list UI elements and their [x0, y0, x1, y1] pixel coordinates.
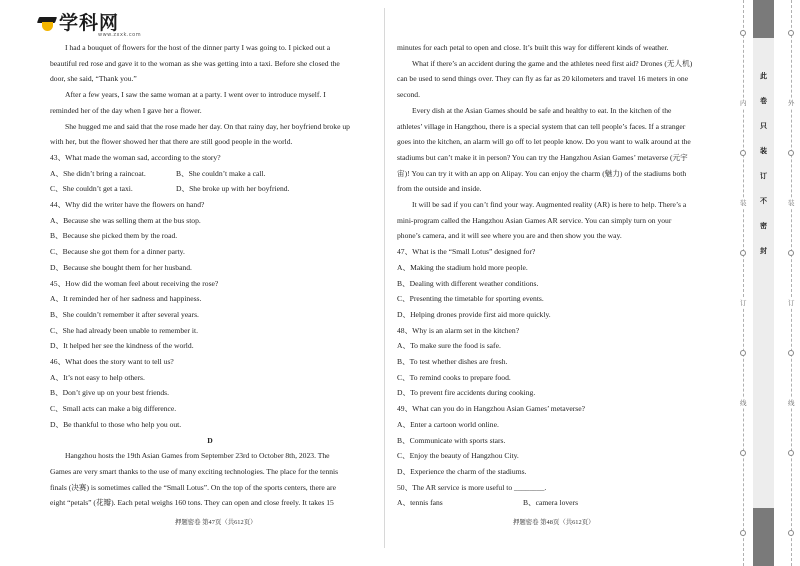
- binding-line-char-1: 装: [740, 199, 747, 207]
- text-line: second.: [397, 90, 420, 100]
- text-line: beautiful red rose and gave it to the woman as she was getting into a taxi. Before she closed the: [50, 58, 340, 68]
- binding-hole-icon: [788, 30, 794, 36]
- option-text: B、She couldn’t make a call.: [176, 168, 266, 178]
- binding-outer-label: 外: [788, 99, 795, 107]
- binding-dashed-line-inner: [743, 0, 744, 566]
- text-line: from the outside and inside.: [397, 184, 482, 194]
- option-text: A、tennis fans: [397, 498, 443, 508]
- text-line: D、Because she bought them for her husband.: [50, 262, 192, 272]
- text-line: B、Dealing with different weather conditions.: [397, 278, 539, 288]
- binding-line-char-right-2: 订: [788, 299, 795, 307]
- binding-band-char: 卷: [760, 97, 767, 105]
- text-line: A、It’s not easy to help others.: [50, 372, 145, 382]
- logo-name: 学科网: [59, 12, 120, 34]
- binding-hole-icon: [788, 450, 794, 456]
- binding-band-char: 不: [760, 197, 767, 205]
- logo: [38, 10, 142, 38]
- option-row: [50, 181, 370, 197]
- text-line: 48、Why is an alarm set in the kitchen?: [397, 325, 520, 335]
- option-row: [397, 495, 718, 511]
- binding-hole-icon: [788, 250, 794, 256]
- text-line: C、Because she got them for a dinner party.: [50, 247, 185, 257]
- text-line: can be used to send things over. They can fly as far as 20 kilometers and travel 16 meters in one: [397, 74, 689, 84]
- binding-line-char-3: 线: [740, 399, 747, 407]
- text-line: minutes for each petal to open and close. It’s built this way for different kinds of weather.: [397, 43, 669, 52]
- text-line: C、She had already been unable to remember it.: [50, 325, 199, 335]
- left-column: [50, 40, 370, 511]
- right-column: [397, 40, 718, 511]
- text-line: D、Helping drones provide first aid more quickly.: [397, 309, 551, 319]
- binding-hole-icon: [740, 530, 746, 536]
- text-line: 44、Why did the writer have the flowers on hand?: [50, 200, 205, 210]
- text-line: She hugged me and said that the rose made her day. On that rainy day, her boyfriend broke up: [65, 121, 350, 131]
- text-line: 43、What made the woman sad, according to the story?: [50, 152, 221, 162]
- text-line: B、Because she picked them by the road.: [50, 231, 178, 241]
- logo-cap-icon: [38, 14, 56, 32]
- text-line: After a few years, I saw the same woman at a party. I went over to introduce myself. I: [65, 90, 326, 100]
- binding-line-char-right-3: 线: [788, 399, 795, 407]
- footer-right: 押题密卷 第48页（共612页）: [513, 519, 595, 526]
- text-line: eight “petals” (花瓣). Each petal weighs 160 tons. They can open and close freely. It takes 15: [50, 498, 334, 508]
- text-line: with her, but the flower showed her that there are still good people in the world.: [50, 137, 293, 147]
- binding-hole-icon: [788, 350, 794, 356]
- binding-hole-icon: [740, 350, 746, 356]
- binding-band-char: 密: [760, 222, 767, 230]
- text-line: B、To test whether dishes are fresh.: [397, 357, 508, 367]
- binding-inner-label: 内: [740, 99, 747, 107]
- text-line: A、Because she was selling them at the bus stop.: [50, 215, 201, 225]
- text-line: 45、How did the woman feel about receiving the rose?: [50, 278, 219, 288]
- binding-hole-icon: [740, 450, 746, 456]
- text-line: Every dish at the Asian Games should be safe and healthy to eat. In the kitchen of the: [412, 105, 672, 115]
- text-line: B、Don’t give up on your best friends.: [50, 388, 170, 398]
- binding-band-char: 装: [760, 147, 767, 155]
- text-line: D、To prevent fire accidents during cooking.: [397, 388, 536, 398]
- binding-dashed-line-outer: [791, 0, 792, 566]
- text-line: 50、The AR service is more useful to ________.: [397, 482, 547, 492]
- text-line: D、It helped her see the kindness of the world.: [50, 341, 194, 351]
- binding-band-char: 订: [760, 172, 767, 180]
- text-line: reminded her of the day when I gave her a flower.: [50, 105, 202, 115]
- binding-band-text: [753, 70, 774, 270]
- text-line: A、It reminded her of her sadness and happiness.: [50, 294, 202, 304]
- binding-hole-icon: [740, 250, 746, 256]
- text-line: goes into the kitchen, an alarm will go off to let people know. Do you want to walk around at the: [397, 137, 691, 147]
- text-line: C、Small acts can make a big difference.: [50, 404, 177, 414]
- option-text: C、She couldn’t get a taxi.: [50, 184, 133, 194]
- text-line: Games are very smart thanks to the use of many exciting technologies. The place for the tennis: [50, 466, 339, 476]
- column-divider: [384, 8, 385, 548]
- binding-band-char: 此: [760, 72, 767, 80]
- text-line: What if there’s an accident during the game and the athletes need first aid? Drones (无人机): [412, 58, 693, 68]
- text-line: stadiums but can’t make it in person? You can try the Hangzhou Asian Games’ metaverse (元宇: [397, 152, 688, 162]
- binding-hole-icon: [740, 30, 746, 36]
- text-line: 47、What is the “Small Lotus” designed for?: [397, 247, 536, 257]
- binding-band-char: 封: [760, 247, 767, 255]
- text-line: It will be sad if you can’t find your way. Augmented reality (AR) is here to help. There’s a: [412, 200, 687, 210]
- binding-line-char-2: 订: [740, 299, 747, 307]
- text-line: C、Presenting the timetable for sporting events.: [397, 294, 544, 304]
- binding-band: [753, 0, 774, 566]
- text-line: A、Enter a cartoon world online.: [397, 419, 499, 429]
- text-line: mini-program called the Hangzhou Asian Games AR service. You can simply turn on your: [397, 215, 672, 225]
- text-line: phone’s camera, and it will see where you are and then show you the way.: [397, 231, 622, 241]
- text-line: door, she said, “Thank you.”: [50, 74, 137, 84]
- option-text: D、She broke up with her boyfriend.: [176, 184, 290, 194]
- text-line: finals (决赛) is sometimes called the “Small Lotus”. On the top of the sports centers, there are: [50, 482, 336, 492]
- binding-hole-icon: [740, 150, 746, 156]
- text-line: D、Experience the charm of the stadiums.: [397, 466, 527, 476]
- binding-margin: [735, 0, 800, 566]
- binding-hole-icon: [788, 530, 794, 536]
- logo-url: www.zxxk.com: [98, 32, 142, 38]
- text-line: A、Making the stadium hold more people.: [397, 262, 528, 272]
- text-line: athletes’ village in Hangzhou, there is a special system that can tell people’s faces. If a stranger: [397, 121, 686, 131]
- option-row: [50, 166, 370, 182]
- text-line: C、To remind cooks to prepare food.: [397, 372, 511, 382]
- text-line: Hangzhou hosts the 19th Asian Games from September 23rd to October 8th, 2023. The: [65, 451, 330, 461]
- text-line: D、Be thankful to those who help you out.: [50, 419, 182, 429]
- section-title: D: [207, 435, 213, 445]
- option-text: A、She didn’t bring a raincoat.: [50, 168, 146, 178]
- text-line: 宙)! You can try it with an app on Alipay. You can enjoy the charm (魅力) of the stadiums both: [397, 168, 687, 178]
- binding-hole-icon: [788, 150, 794, 156]
- text-line: I had a bouquet of flowers for the host of the dinner party I was going to. I picked out a: [65, 43, 331, 52]
- option-text: B、camera lovers: [523, 498, 579, 508]
- text-line: C、Enjoy the beauty of Hangzhou City.: [397, 451, 519, 461]
- text-line: 46、What does the story want to tell us?: [50, 357, 174, 367]
- text-line: B、Communicate with sports stars.: [397, 435, 506, 445]
- binding-band-char: 只: [760, 122, 767, 130]
- text-line: 49、What can you do in Hangzhou Asian Games’ metaverse?: [397, 404, 585, 414]
- binding-line-char-right-1: 装: [788, 199, 795, 207]
- text-line: A、To make sure the food is safe.: [397, 341, 501, 351]
- footer-left: 押题密卷 第47页（共612页）: [175, 519, 257, 526]
- text-line: B、She couldn’t remember it after several years.: [50, 309, 199, 319]
